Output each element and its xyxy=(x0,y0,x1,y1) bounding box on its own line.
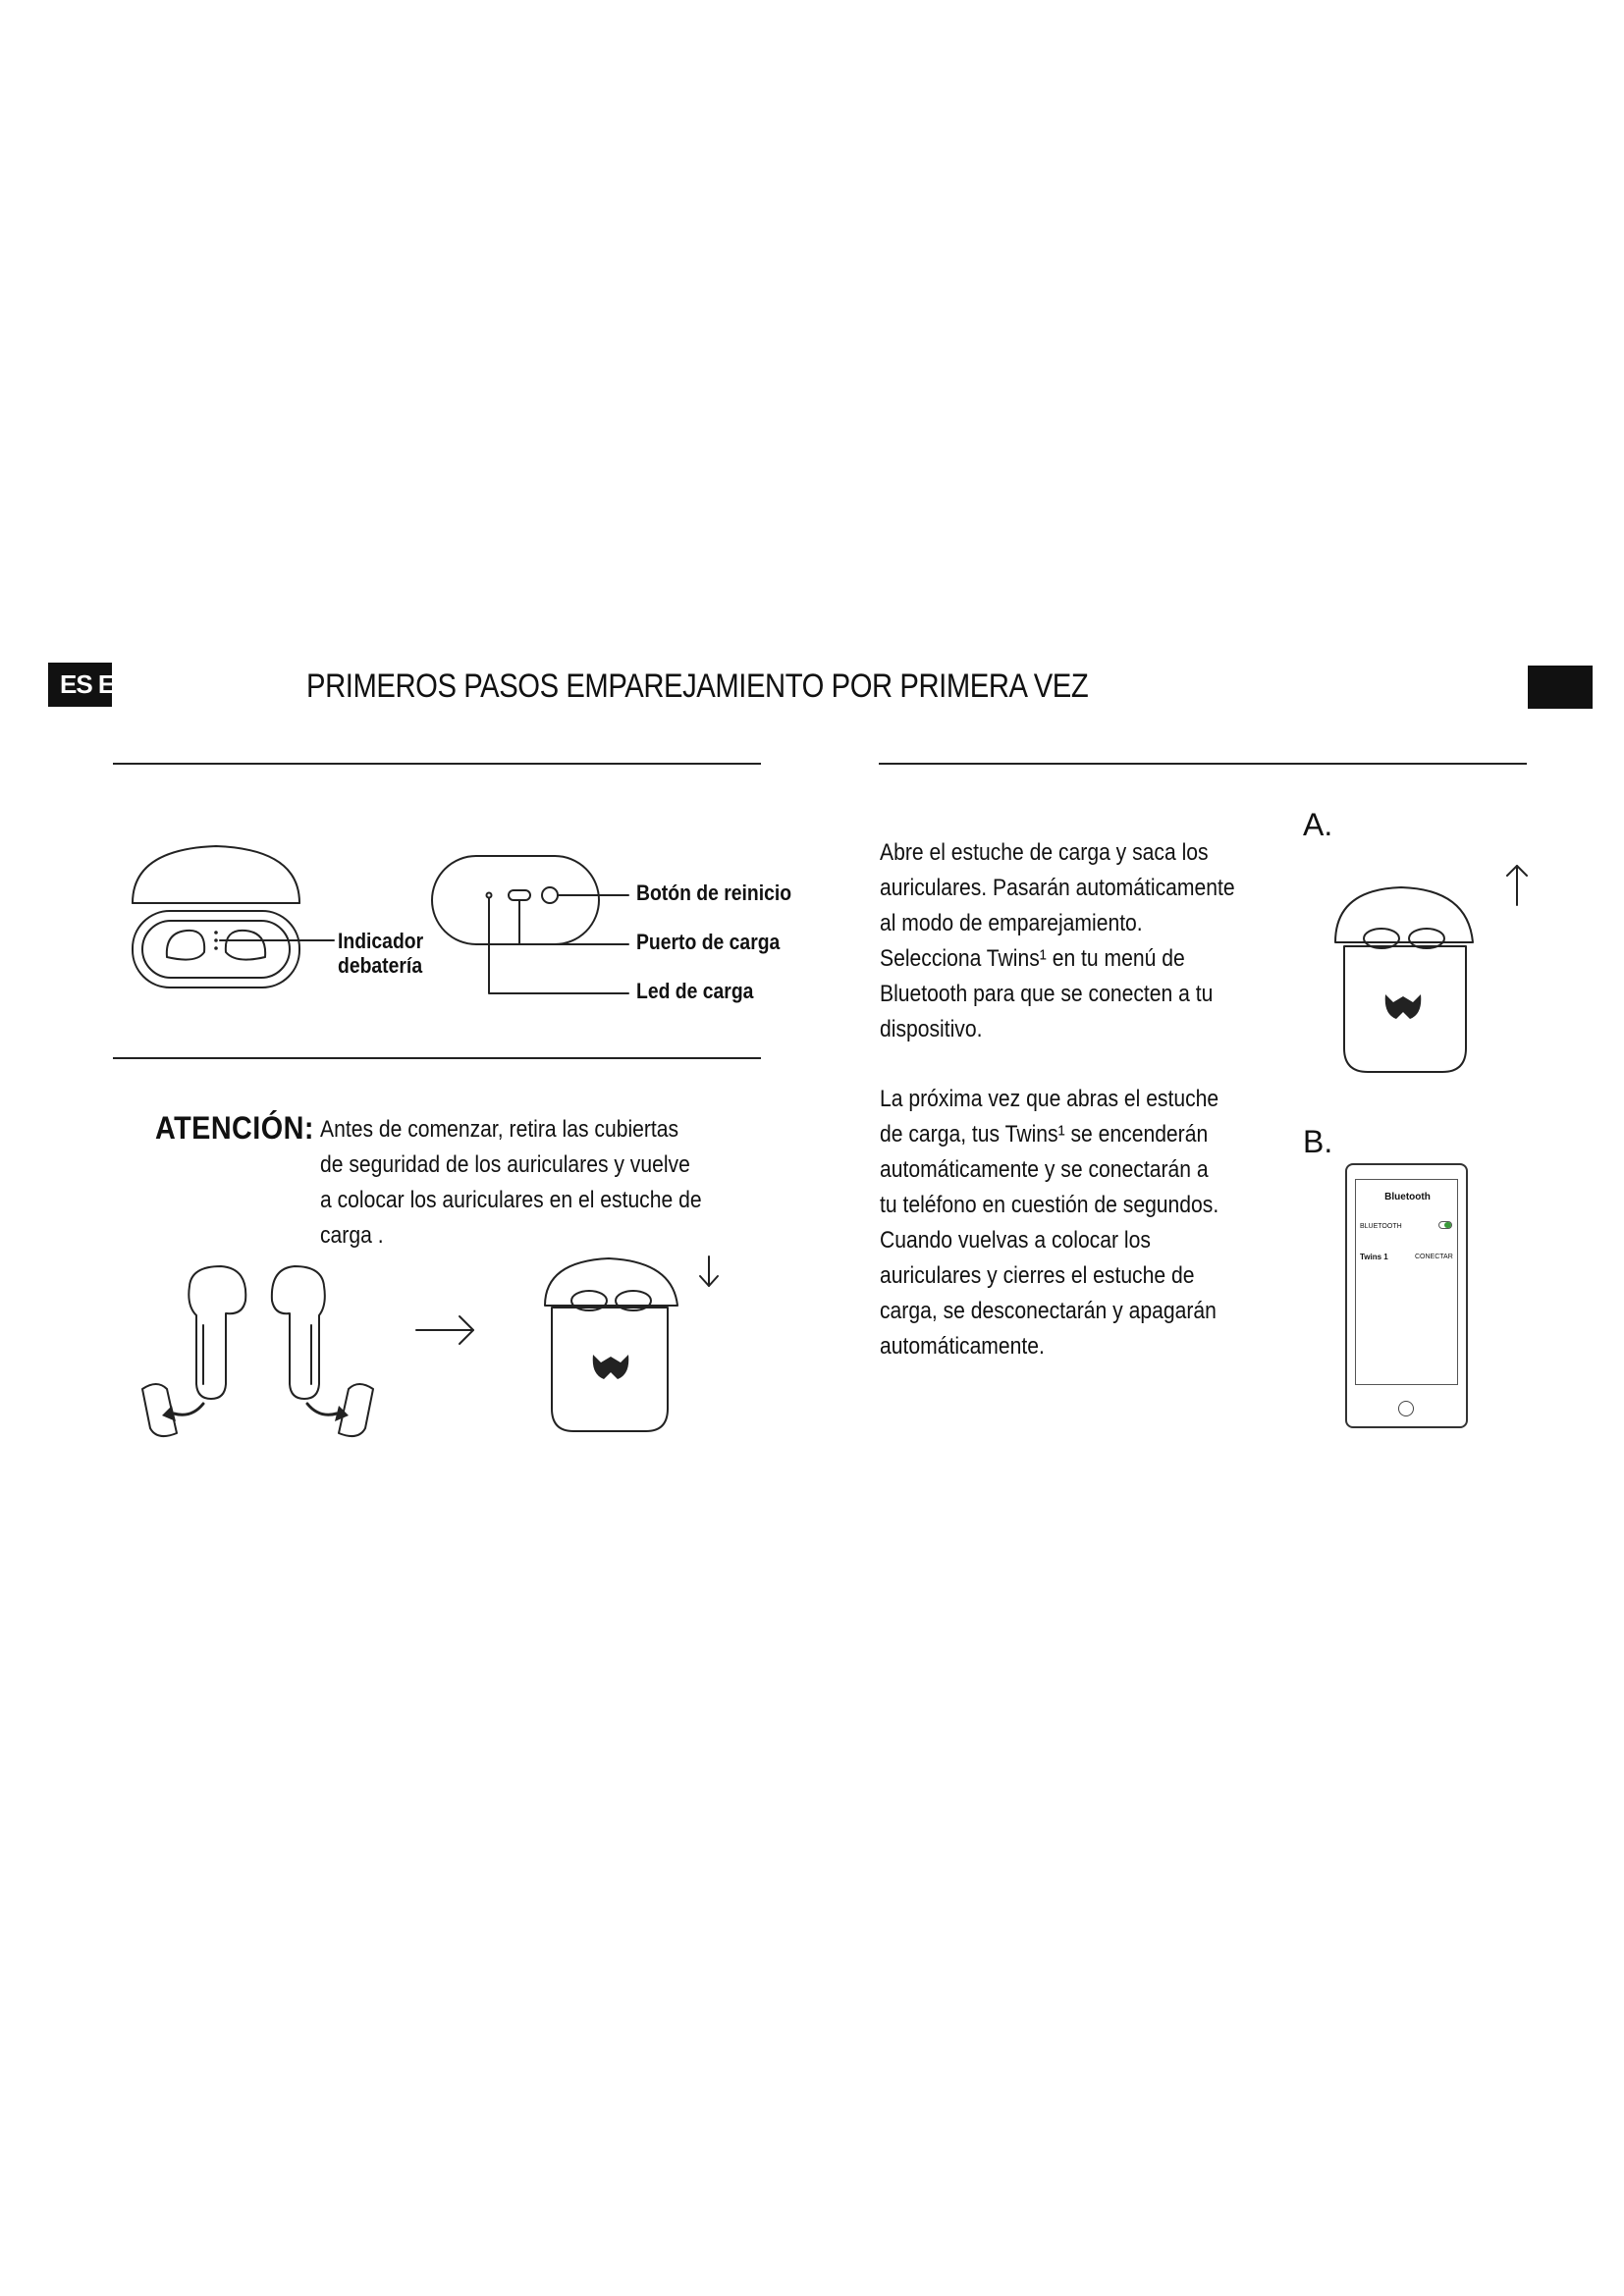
instruction-line: tu teléfono en cuestión de segundos. xyxy=(880,1192,1219,1218)
phone-bluetooth-toggle[interactable] xyxy=(1438,1221,1452,1229)
case-open-illustration xyxy=(1330,854,1537,1080)
instruction-line: auriculares y cierres el estuche de xyxy=(880,1262,1195,1289)
label-reset-button: Botón de reinicio xyxy=(636,881,792,905)
label-charging-port: Puerto de carga xyxy=(636,930,781,954)
attention-line: a colocar los auriculares en el estuche de xyxy=(320,1187,702,1213)
label-battery-indicator-1: Indicador xyxy=(338,929,424,953)
language-tab: ES ES xyxy=(48,663,112,707)
instruction-line: auriculares. Pasarán automáticamente xyxy=(880,875,1235,901)
phone-device-name: Twins 1 xyxy=(1360,1253,1388,1261)
arrow-right-icon xyxy=(412,1310,481,1350)
instruction-line: de carga, tus Twins¹ se encenderán xyxy=(880,1121,1209,1148)
instruction-line: carga, se desconectarán y apagarán xyxy=(880,1298,1217,1324)
instruction-line: automáticamente y se conectarán a xyxy=(880,1156,1209,1183)
instruction-line: al modo de emparejamiento. xyxy=(880,910,1143,936)
divider-right-top xyxy=(879,763,1527,765)
label-battery-indicator-2: debatería xyxy=(338,953,423,978)
step-b-label: B. xyxy=(1303,1124,1333,1159)
phone-home-button[interactable] xyxy=(1398,1401,1414,1416)
phone-illustration xyxy=(1345,1163,1468,1428)
instruction-line: Selecciona Twins¹ en tu menú de xyxy=(880,945,1185,972)
case-insert-earbuds-illustration xyxy=(540,1247,736,1453)
instruction-line: Bluetooth para que se conecten a tu xyxy=(880,981,1214,1007)
label-charging-led: Led de carga xyxy=(636,979,754,1003)
instruction-line: La próxima vez que abras el estuche xyxy=(880,1086,1219,1112)
attention-line: Antes de comenzar, retira las cubiertas xyxy=(320,1116,679,1143)
earbuds-remove-covers-illustration xyxy=(133,1256,388,1453)
divider-left-bottom xyxy=(113,1057,761,1059)
instruction-line: automáticamente. xyxy=(880,1333,1045,1360)
phone-bluetooth-row: BLUETOOTH xyxy=(1360,1223,1402,1230)
step-a-label: A. xyxy=(1303,807,1333,842)
phone-bluetooth-title: Bluetooth xyxy=(1384,1192,1431,1202)
divider-left-top xyxy=(113,763,761,765)
page-title: PRIMEROS PASOS EMPAREJAMIENTO POR PRIMERA VEZ xyxy=(306,667,1089,705)
attention-heading: ATENCIÓN: xyxy=(155,1110,314,1146)
page-marker xyxy=(1528,666,1593,709)
attention-line: de seguridad de los auriculares y vuelve xyxy=(320,1151,690,1178)
attention-line: carga . xyxy=(320,1222,384,1249)
phone-screen xyxy=(1355,1179,1458,1385)
instruction-line: dispositivo. xyxy=(880,1016,983,1042)
phone-connect-button[interactable]: CONECTAR xyxy=(1415,1254,1453,1260)
instruction-line: Abre el estuche de carga y saca los xyxy=(880,839,1209,866)
instruction-line: Cuando vuelvas a colocar los xyxy=(880,1227,1151,1254)
